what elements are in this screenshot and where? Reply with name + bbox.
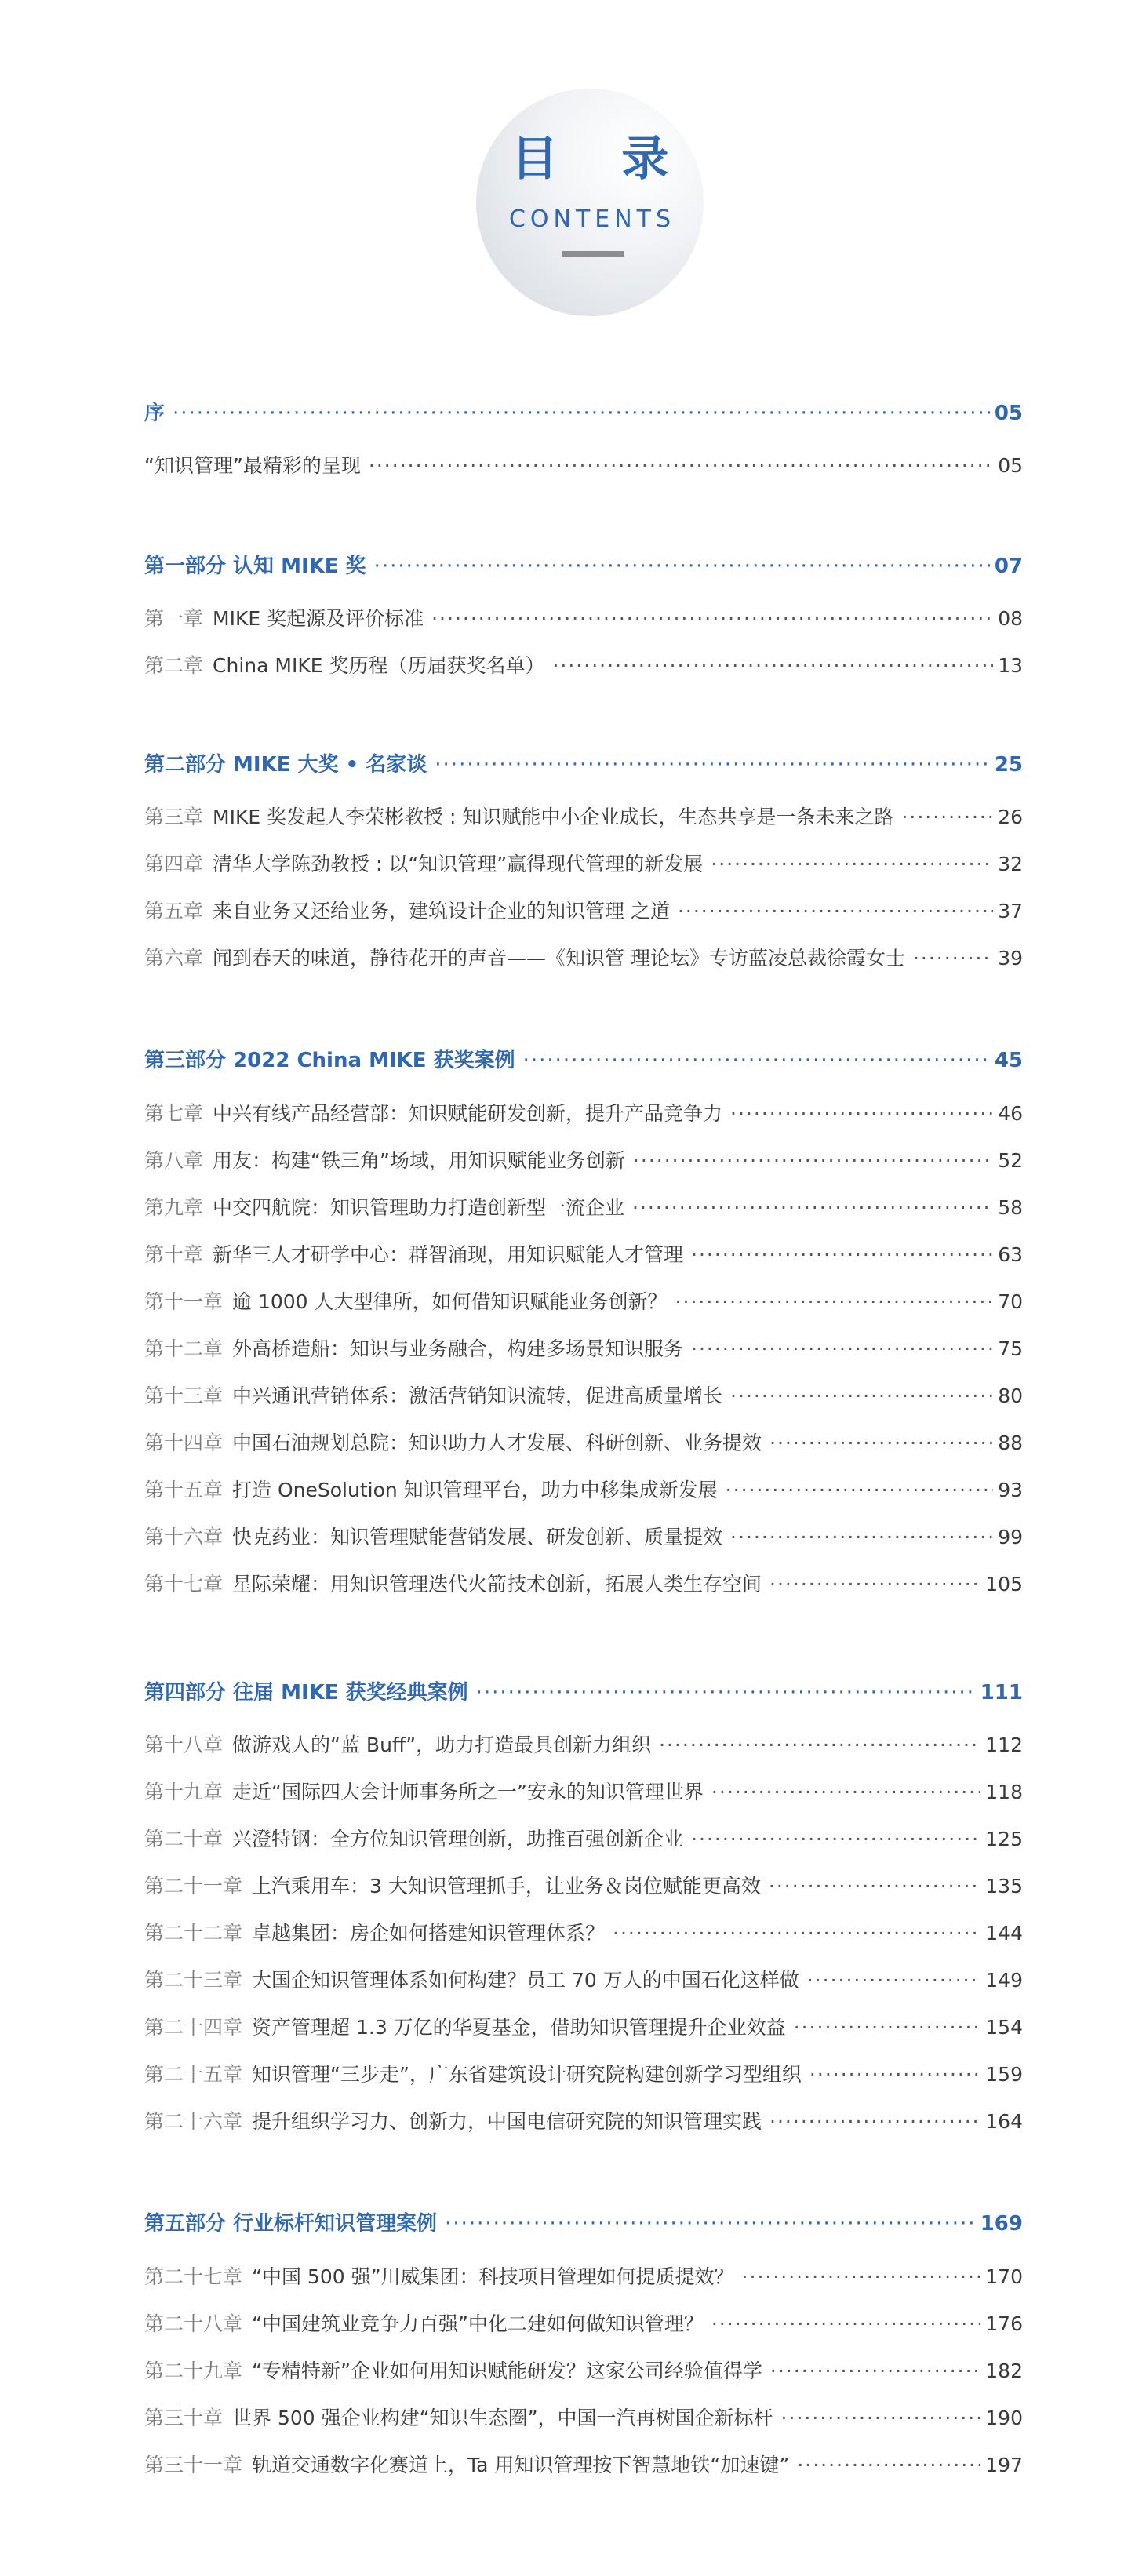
toc-page-number: 70 xyxy=(998,1290,1023,1313)
toc-page-number: 75 xyxy=(998,1337,1023,1360)
toc-chapter-number: 第三十一章 xyxy=(144,2454,243,2476)
toc-leader-dots xyxy=(730,1381,993,1412)
toc-chapter-number: 第二十一章 xyxy=(144,1875,243,1897)
toc-chapter-title: China MIKE 奖历程（历届获奖名单） xyxy=(213,654,545,677)
toc-chapter[interactable] xyxy=(144,1824,1023,1855)
toc-chapter-title: 中兴有线产品经营部：知识赋能研发创新，提升产品竞争力 xyxy=(213,1102,723,1125)
toc-leader-dots xyxy=(691,1239,993,1271)
toc-chapter-number: 第二十五章 xyxy=(144,2063,243,2086)
toc-page-number: 63 xyxy=(998,1243,1023,1266)
toc-chapter-title: 大国企知识管理体系如何构建？员工 70 万人的中国石化这样做 xyxy=(252,1969,799,1992)
toc-leader-dots xyxy=(369,450,993,482)
toc-leader-dots xyxy=(901,802,993,833)
toc-chapter[interactable] xyxy=(144,896,1023,927)
toc-leader-dots xyxy=(770,2356,980,2387)
toc-chapter-title: 外高桥造船：知识与业务融合，构建多场景知识服务 xyxy=(232,1337,684,1360)
toc-leader-dots xyxy=(173,398,990,429)
toc-chapter-title: 卓越集团：房企如何搭建知识管理体系？ xyxy=(252,1922,606,1945)
toc-page-number: 149 xyxy=(985,1969,1023,1992)
toc-chapter-number: 第五章 xyxy=(144,900,204,922)
toc-leader-dots xyxy=(431,603,993,635)
toc-chapter-number: 第二章 xyxy=(144,654,204,677)
toc-chapter-number: 第十二章 xyxy=(144,1337,224,1360)
toc-chapter-title: MIKE 奖起源及评价标准 xyxy=(213,607,424,630)
toc-chapter-title: 快克药业：知识管理赋能营销发展、研发创新、质量提效 xyxy=(232,1526,723,1548)
toc-page-number: 164 xyxy=(985,2110,1023,2133)
toc-leader-dots xyxy=(435,749,990,780)
toc-chapter-title: 新华三人才研学中心：群智涌现，用知识赋能人才管理 xyxy=(213,1243,684,1266)
toc-chapter[interactable] xyxy=(144,2059,1023,2090)
toc-chapter-title: 来自业务又还给业务，建筑设计企业的知识管理 之道 xyxy=(213,900,670,922)
toc-chapter[interactable] xyxy=(144,1965,1023,1996)
toc-leader-dots xyxy=(632,1192,993,1224)
toc-leader-dots xyxy=(769,1428,993,1459)
toc-page-number: 111 xyxy=(980,1681,1023,1705)
toc-chapter-title: 中交四航院：知识管理助力打造创新型一流企业 xyxy=(213,1196,625,1219)
toc-chapter-number: 第二十三章 xyxy=(144,1969,243,1992)
toc-chapter-number: 第十八章 xyxy=(144,1734,224,1756)
toc-part-label: 第三部分 2022 China MIKE 获奖案例 xyxy=(144,1049,515,1072)
page-title: 目 录 xyxy=(511,132,693,187)
toc-chapter-number: 第十九章 xyxy=(144,1781,224,1803)
toc-section-label: 序 xyxy=(144,402,166,425)
toc-leader-dots xyxy=(675,1286,994,1318)
toc-leader-dots xyxy=(711,849,993,880)
toc-page-number: 32 xyxy=(998,853,1023,875)
toc-part[interactable] xyxy=(144,749,1023,780)
toc-chapter[interactable] xyxy=(144,1522,1023,1553)
toc-page-number: 45 xyxy=(994,1049,1023,1072)
toc-chapter-title: 星际荣耀：用知识管理迭代火箭技术创新，拓展人类生存空间 xyxy=(232,1573,762,1595)
toc-chapter[interactable] xyxy=(144,1730,1023,1761)
toc-preface[interactable] xyxy=(144,398,1023,429)
toc-entry[interactable] xyxy=(144,450,1023,482)
toc-chapter-number: 第九章 xyxy=(144,1196,204,1219)
toc-chapter-number: 第十章 xyxy=(144,1243,204,1266)
toc-page-number: 46 xyxy=(998,1102,1023,1125)
toc-part[interactable] xyxy=(144,1045,1023,1076)
toc-page-number: 125 xyxy=(985,1828,1023,1850)
toc-chapter-number: 第六章 xyxy=(144,947,204,970)
toc-page-number: 88 xyxy=(998,1432,1023,1454)
toc-chapter-title: 逾 1000 人大型律所，如何借知识赋能业务创新？ xyxy=(232,1290,668,1313)
toc-leader-dots xyxy=(476,1677,976,1708)
toc-page-number: 197 xyxy=(985,2454,1023,2476)
toc-leader-dots xyxy=(659,1730,980,1761)
toc-chapter-number: 第十四章 xyxy=(144,1432,224,1454)
toc-leader-dots xyxy=(730,1522,993,1553)
toc-chapter[interactable] xyxy=(144,650,1023,682)
toc-leader-dots xyxy=(691,1333,993,1365)
toc-chapter[interactable] xyxy=(144,1918,1023,1949)
toc-chapter-number: 第二十二章 xyxy=(144,1922,243,1945)
toc-leader-dots xyxy=(730,1098,993,1130)
toc-chapter-title: 做游戏人的“蓝 Buff”，助力打造最具创新力组织 xyxy=(232,1734,652,1756)
toc-chapter-title: 闻到春天的味道，静待花开的声音——《知识管 理论坛》专访蓝凌总裁徐霞女士 xyxy=(213,947,905,970)
toc-chapter-title: 走近“国际四大会计师事务所之一”安永的知识管理世界 xyxy=(232,1781,704,1803)
toc-part-label: 第五部分 行业标杆知识管理案例 xyxy=(144,2212,438,2236)
toc-page-number: 37 xyxy=(998,900,1023,922)
toc-chapter[interactable] xyxy=(144,2309,1023,2340)
toc-chapter[interactable] xyxy=(144,1145,1023,1177)
toc-part-label: 第一部分 认知 MIKE 奖 xyxy=(144,555,366,578)
toc-chapter-number: 第十三章 xyxy=(144,1384,224,1407)
toc-page-number: 08 xyxy=(998,607,1023,630)
toc-chapter[interactable] xyxy=(144,1333,1023,1365)
toc-page-number: 26 xyxy=(998,806,1023,828)
toc-chapter-number: 第四章 xyxy=(144,853,204,875)
toc-chapter-number: 第二十八章 xyxy=(144,2312,243,2335)
toc-chapter-number: 第十五章 xyxy=(144,1479,224,1501)
toc-chapter[interactable] xyxy=(144,943,1023,974)
toc-page-number: 144 xyxy=(985,1922,1023,1945)
toc-leader-dots xyxy=(691,1824,980,1855)
toc-page-number: 190 xyxy=(985,2407,1023,2429)
toc-chapter[interactable] xyxy=(144,1475,1023,1506)
toc-chapter[interactable] xyxy=(144,1777,1023,1808)
toc-leader-dots xyxy=(769,1871,980,1902)
toc-leader-dots xyxy=(913,943,993,974)
toc-page-number: 135 xyxy=(985,1875,1023,1897)
toc-leader-dots xyxy=(552,650,993,682)
toc-chapter-title: 提升组织学习力、创新力，中国电信研究院的知识管理实践 xyxy=(252,2110,762,2133)
toc-chapter-number: 第二十章 xyxy=(144,1828,224,1850)
toc-page-number: 182 xyxy=(985,2360,1023,2382)
toc-chapter-title: 世界 500 强企业构建“知识生态圈”，中国一汽再树国企新标杆 xyxy=(232,2407,773,2429)
toc-chapter-number: 第十六章 xyxy=(144,1526,224,1548)
toc-leader-dots xyxy=(711,1777,980,1808)
toc-part[interactable] xyxy=(144,2208,1023,2239)
toc-page-number: 52 xyxy=(998,1149,1023,1172)
toc-chapter-number: 第二十九章 xyxy=(144,2360,243,2382)
toc-chapter-number: 第一章 xyxy=(144,607,204,630)
page-subtitle: CONTENTS xyxy=(508,206,676,233)
toc-leader-dots xyxy=(809,2059,980,2090)
toc-chapter-title: 上汽乘用车：3 大知识管理抓手，让业务＆岗位赋能更高效 xyxy=(252,1875,761,1897)
toc-chapter[interactable] xyxy=(144,849,1023,880)
toc-chapter-title: MIKE 奖发起人李荣彬教授 : 知识赋能中小企业成长，生态共享是一条未来之路 xyxy=(213,806,894,828)
toc-chapter[interactable] xyxy=(144,2012,1023,2043)
toc-chapter[interactable] xyxy=(144,2356,1023,2387)
toc-page-number: 170 xyxy=(985,2265,1023,2288)
toc-chapter[interactable] xyxy=(144,2261,1023,2293)
toc-page-number: 05 xyxy=(998,454,1023,477)
toc-chapter-title: 资产管理超 1.3 万亿的华夏基金，借助知识管理提升企业效益 xyxy=(252,2016,786,2039)
toc-chapter-title: 中兴通讯营销体系：激活营销知识流转，促进高质量增长 xyxy=(232,1384,723,1407)
toc-page-number: 39 xyxy=(998,947,1023,970)
toc-chapter-number: 第二十六章 xyxy=(144,2110,243,2133)
header-circle xyxy=(476,89,704,316)
toc-chapter-title: 轨道交通数字化赛道上，Ta 用知识管理按下智慧地铁“加速键” xyxy=(252,2454,790,2476)
toc-leader-dots xyxy=(374,551,990,582)
title-divider xyxy=(562,251,624,257)
toc-page-number: 105 xyxy=(985,1573,1023,1595)
toc-chapter-title: 打造 OneSolution 知识管理平台，助力中移集成新发展 xyxy=(232,1479,718,1501)
toc-chapter[interactable] xyxy=(144,603,1023,635)
toc-chapter-number: 第七章 xyxy=(144,1102,204,1125)
toc-page-number: 80 xyxy=(998,1384,1023,1407)
toc-entry-title: “知识管理”最精彩的呈现 xyxy=(144,454,361,477)
toc-chapter-number: 第二十七章 xyxy=(144,2265,243,2288)
toc-page-number: 112 xyxy=(985,1734,1023,1756)
toc-page-number: 58 xyxy=(998,1196,1023,1219)
toc-page-number: 169 xyxy=(980,2212,1023,2236)
toc-chapter-title: 清华大学陈劲教授 : 以“知识管理”赢得现代管理的新发展 xyxy=(213,853,704,875)
toc-leader-dots xyxy=(797,2450,980,2481)
toc-chapter-number: 第十一章 xyxy=(144,1290,224,1313)
toc-chapter[interactable] xyxy=(144,1569,1023,1600)
toc-page-number: 154 xyxy=(985,2016,1023,2039)
toc-part-label: 第四部分 往届 MIKE 获奖经典案例 xyxy=(144,1681,468,1705)
toc-part[interactable] xyxy=(144,1677,1023,1708)
toc-page-number: 05 xyxy=(994,402,1023,425)
toc-chapter[interactable] xyxy=(144,1286,1023,1318)
toc-chapter[interactable] xyxy=(144,1381,1023,1412)
toc-page-number: 25 xyxy=(994,753,1023,777)
toc-leader-dots xyxy=(769,2106,980,2138)
toc-chapter[interactable] xyxy=(144,2450,1023,2481)
toc-chapter-number: 第二十四章 xyxy=(144,2016,243,2039)
toc-page-number: 176 xyxy=(985,2312,1023,2335)
toc-part[interactable] xyxy=(144,551,1023,582)
toc-page-number: 118 xyxy=(985,1781,1023,1803)
toc-leader-dots xyxy=(742,2261,981,2293)
toc-chapter-number: 第十七章 xyxy=(144,1573,224,1595)
toc-chapter-number: 第三十章 xyxy=(144,2407,224,2429)
toc-leader-dots xyxy=(633,1145,993,1177)
toc-page-number: 159 xyxy=(985,2063,1023,2086)
toc-chapter[interactable] xyxy=(144,1239,1023,1271)
toc-part-label: 第二部分 MIKE 大奖 • 名家谈 xyxy=(144,753,427,777)
toc-leader-dots xyxy=(613,1918,980,1949)
toc-chapter[interactable] xyxy=(144,802,1023,833)
toc-leader-dots xyxy=(523,1045,990,1076)
toc-chapter-title: “中国建筑业竞争力百强”中化二建如何做知识管理？ xyxy=(252,2312,704,2335)
toc-leader-dots xyxy=(726,1475,994,1506)
toc-leader-dots xyxy=(807,1965,981,1996)
toc-page-number: 07 xyxy=(994,555,1023,578)
toc-chapter-title: 用友：构建“铁三角”场域，用知识赋能业务创新 xyxy=(213,1149,625,1172)
toc-page-number: 13 xyxy=(998,654,1023,677)
toc-chapter[interactable] xyxy=(144,1192,1023,1224)
toc-chapter[interactable] xyxy=(144,1871,1023,1902)
toc-leader-dots xyxy=(711,2309,980,2340)
toc-leader-dots xyxy=(781,2403,981,2434)
toc-chapter-title: “中国 500 强”川威集团：科技项目管理如何提质提效？ xyxy=(252,2265,734,2288)
toc-chapter[interactable] xyxy=(144,1098,1023,1130)
toc-leader-dots xyxy=(794,2012,981,2043)
toc-chapter-title: 知识管理“三步走”，广东省建筑设计研究院构建创新学习型组织 xyxy=(252,2063,802,2086)
toc-leader-dots xyxy=(445,2208,976,2239)
toc-chapter[interactable] xyxy=(144,2106,1023,2138)
toc-chapter-title: 中国石油规划总院：知识助力人才发展、科研创新、业务提效 xyxy=(232,1432,762,1454)
toc-chapter[interactable] xyxy=(144,2403,1023,2434)
toc-chapter-number: 第三章 xyxy=(144,806,204,828)
toc-page-number: 93 xyxy=(998,1479,1023,1501)
toc-page-number: 99 xyxy=(998,1526,1023,1548)
toc-chapter-number: 第八章 xyxy=(144,1149,204,1172)
toc-chapter[interactable] xyxy=(144,1428,1023,1459)
toc-leader-dots xyxy=(769,1569,980,1600)
toc-chapter-title: 兴澄特钢：全方位知识管理创新，助推百强创新企业 xyxy=(232,1828,684,1850)
toc-chapter-title: “专精特新”企业如何用知识赋能研发？这家公司经验值得学 xyxy=(252,2360,762,2382)
toc-leader-dots xyxy=(678,896,993,927)
